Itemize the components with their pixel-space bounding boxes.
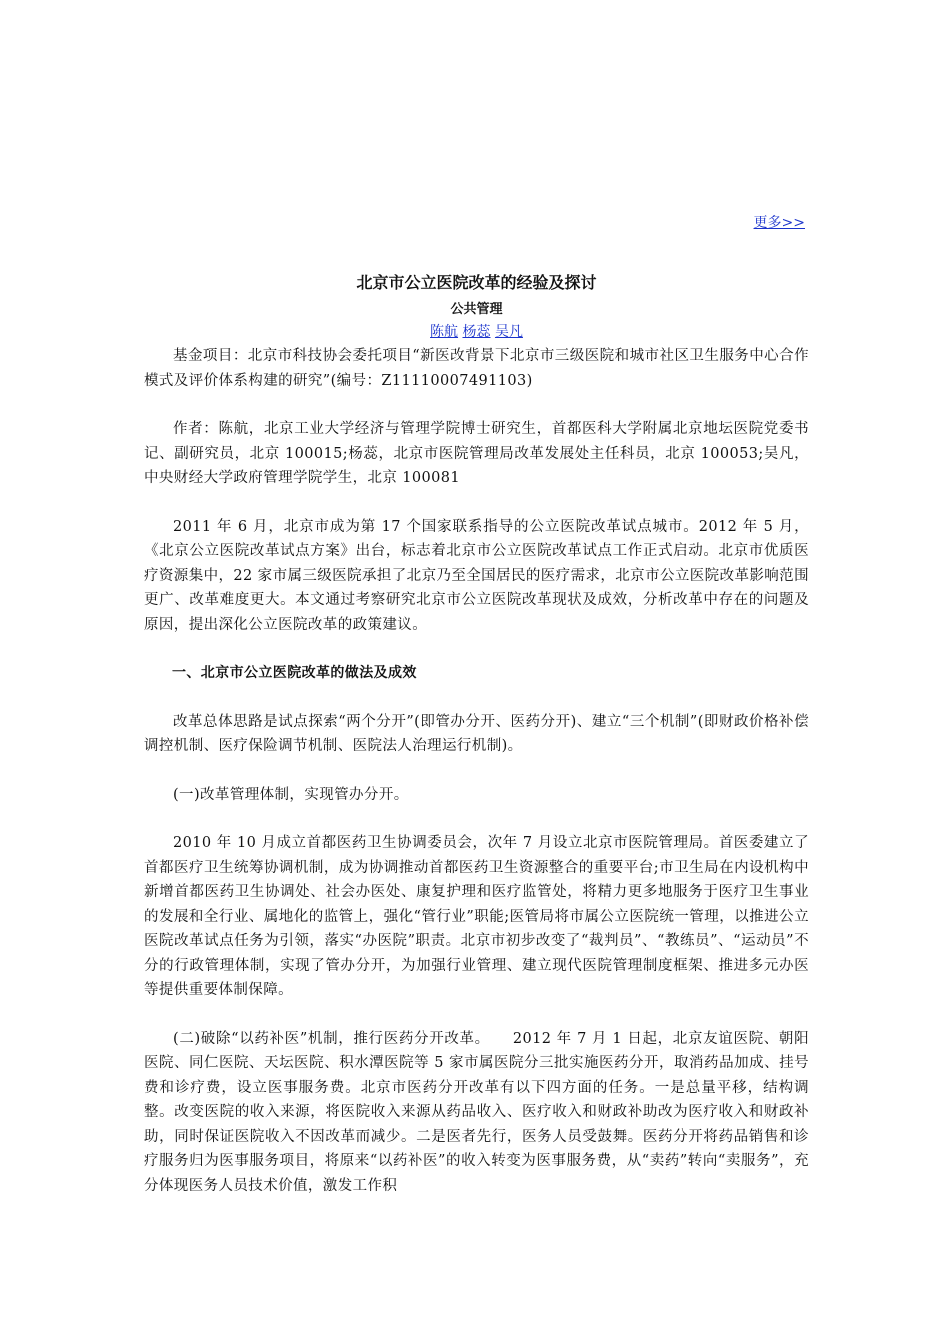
more-link[interactable]: 更多>> <box>753 215 805 231</box>
section-heading: 一、北京市公立医院改革的做法及成效 <box>172 665 417 681</box>
author-link[interactable]: 陈航 <box>430 324 459 340</box>
fund-paragraph: 基金项目：北京市科技协会委托项目“新医改背景下北京市三级医院和城市社区卫生服务中心合作模式及评价体系构建的研究”(编号：Z11110007491103) <box>144 348 809 389</box>
author-link[interactable]: 杨蕊 <box>462 324 491 340</box>
author-info-paragraph: 作者：陈航，北京工业大学经济与管理学院博士研究生，首都医科大学附属北京地坛医院党委书记、副研究员，北京 100015;杨蕊，北京市医院管理局改革发展处主任科员，北京 100053;吴凡，中央财经大学政府管理学院学生，北京 100081 <box>144 421 809 486</box>
author-list <box>144 321 809 341</box>
author-link[interactable]: 吴凡 <box>494 324 523 340</box>
article-body <box>144 344 809 1198</box>
body-paragraph: (二)破除“以药补医”机制，推行医药分开改革。 2012 年 7 月 1 日起，北京友谊医院、朝阳医院、同仁医院、天坛医院、积水潭医院等 5 家市属医院分三批实施医药分开，取消药品加成、挂号费和诊疗费，设立医事服务费。北京市医药分开改革有以下四方面的任务。一是总量平移，结构调整。改变医院的收入来源，将医院收入来源从药品收入、医疗收入和财政补助改为医疗收入和财政补助，同时保证医院收入不因改革而减少。二是医者先行，医务人员受鼓舞。医药分开将药品销售和诊疗服务归为医事服务项目，将原来“以药补医”的收入转变为医事服务费，从“卖药”转向“卖服务”，充分体现医务人员技术价值，激发工作积 <box>144 1030 809 1194</box>
article-title: 北京市公立医院改革的经验及探讨 <box>356 273 597 292</box>
body-paragraph: 2010 年 10 月成立首都医药卫生协调委员会，次年 7 月设立北京市医院管理局。首医委建立了首都医疗卫生统筹协调机制，成为协调推动首都医药卫生资源整合的重要平台;市卫生局在内设机构中新增首都医药卫生协调处、社会办医处、康复护理和医疗监管处，将精力更多地服务于医疗卫生事业的发展和全行业、属地化的监管上，强化“管行业”职能;医管局将市属公立医院统一管理，以推进公立医院改革试点任务为引领，落实“办医院”职责。北京市初步改变了“裁判员”、“教练员”、“运动员”不分的行政管理体制，实现了管办分开，为加强行业管理、建立现代医院管理制度框架、推进多元办医等提供重要体制保障。 <box>144 835 809 998</box>
intro-paragraph: 2011 年 6 月，北京市成为第 17 个国家联系指导的公立医院改革试点城市。2012 年 5 月，《北京公立医院改革试点方案》出台，标志着北京市公立医院改革试点工作正式启动。北京市优质医疗资源集中，22 家市属三级医院承担了北京乃至全国居民的医疗需求，北京市公立医院改革影响范围更广、改革难度更大。本文通过考察研究北京市公立医院改革现状及成效，分析改革中存在的问题及原因，提出深化公立医院改革的政策建议。 <box>144 518 809 633</box>
subsection-heading: (一)改革管理体制，实现管办分开。 <box>173 786 409 803</box>
article-category: 公共管理 <box>450 302 503 317</box>
overview-paragraph: 改革总体思路是试点探索“两个分开”(即管办分开、医药分开)、建立“三个机制”(即财政价格补偿调控机制、医疗保险调节机制、医院法人治理运行机制)。 <box>144 713 809 754</box>
